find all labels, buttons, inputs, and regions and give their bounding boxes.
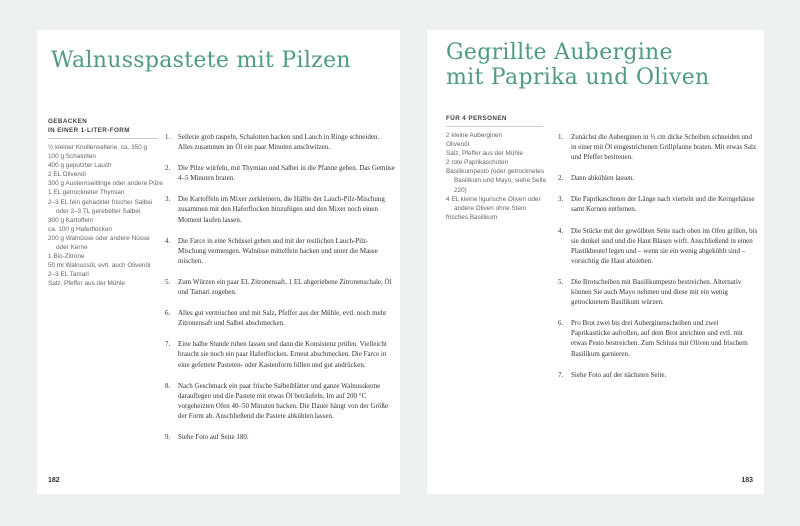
ingredient-item: Basilikumpesto (oder getrocknetes Basilikum und Mayo, siehe Seite 220) — [446, 168, 547, 194]
ingredient-item: 100 g Schalotten — [48, 153, 96, 161]
yield-label — [48, 117, 158, 139]
instruction-step — [165, 381, 395, 421]
step-number: 6. — [165, 309, 171, 318]
step-text: Die Brotscheiben mit Basilikumpesto bestreichen. Alternativ können Sie auch Mayo nehmen und diese mit ein wenig getrocknetem Basilikum würzen. — [571, 277, 742, 307]
ingredient-item: 2 EL Olivenöl — [48, 171, 86, 179]
step-number: 4. — [165, 236, 171, 245]
ingredient-item: Olivenöl — [446, 141, 470, 149]
ingredient-item: 300 g Kartoffeln — [48, 216, 94, 224]
title-line: Gegrillte Aubergine — [446, 40, 673, 65]
step-number: 5. — [165, 277, 171, 286]
step-number: 2. — [558, 174, 564, 183]
step-number: 5. — [558, 277, 564, 286]
instruction-list — [165, 132, 395, 453]
instruction-step — [558, 132, 758, 162]
instruction-step — [165, 277, 395, 297]
step-number: 3. — [165, 195, 171, 204]
instruction-step — [165, 432, 395, 442]
ingredient-item: 2 kleine Auberginen — [446, 132, 503, 139]
step-number: 7. — [165, 340, 171, 349]
step-text: Siehe Foto auf der nächsten Seite. — [571, 370, 667, 379]
step-text: Sellerie grob raspeln, Schalotten hacken und Lauch in Ringe schneiden. Alles zusammen im Öl ein paar Minuten anschwitzen. — [178, 133, 380, 152]
instruction-step — [558, 194, 758, 214]
instruction-step — [558, 370, 758, 380]
ingredient-item: 1 EL getrockneter Thymian — [48, 189, 125, 197]
right-page — [427, 30, 764, 494]
ingredient-item: frisches Basilikum — [446, 213, 498, 221]
step-text: Die Paprikaschoten der Länge nach vierteln und die Kerngehäuse samt Kernen entfernen. — [571, 195, 755, 214]
step-text: Alles gut vermischen und mit Salz, Pfeffer aus der Mühle, evtl. noch mehr Zitronensaft und Salbei abschmecken. — [178, 309, 387, 328]
ingredient-item: 2–3 EL fein gehackter frischer Salbei oder 2–3 TL gerebelter Salbei — [48, 198, 153, 215]
step-number: 4. — [558, 226, 564, 235]
step-number: 1. — [558, 133, 564, 141]
instruction-step — [558, 277, 758, 307]
recipe-title — [446, 40, 709, 90]
step-text: Nach Geschmack ein paar frische Salbeiblätter und ganze Walnusskerne darauflegen und die Pastete mit etwas Öl beträufeln. Im auf 200 °C vorgeheizten Ofen 40–50 Minuten backen. Die Dauer hängt von der Größe der Form ab. Anschließend die Pastete abkühlen lassen. — [178, 381, 388, 420]
step-number: 2. — [165, 164, 171, 173]
ingredient-item: 2 rote Paprikaschoten — [446, 159, 509, 167]
ingredient-list — [446, 131, 551, 222]
yield-label: FÜR 4 PERSONEN — [446, 114, 543, 127]
ingredient-list — [48, 143, 163, 289]
instruction-step — [165, 339, 395, 369]
step-number: 1. — [165, 133, 171, 141]
step-text: Die Pilze würfeln, mit Thymian und Salbei in die Pfanne geben. Das Gemüse 4–5 Minuten braten. — [178, 164, 395, 183]
instruction-list — [558, 132, 758, 391]
step-text: Zunächst die Auberginen in ½ cm dicke Scheiben schneiden und in einer mit Öl eingestrichenen Grillpfanne braten. Mit etwas Salz und Pfeffer bestreuen. — [571, 133, 757, 162]
step-text: Die Stücke mit der gewölbten Seite nach oben im Ofen grillen, bis sie dunkel sind und die Haut Blasen wirft. Anschließend in einen Plastikbeutel legen und – wenn sie ein wenig abgekühlt sind – vorsichtig die Haut abziehen. — [571, 226, 758, 265]
yield-line: GEBACKEN — [48, 118, 88, 125]
instruction-step — [558, 226, 758, 266]
step-text: Eine halbe Stunde ruhen lassen und dann die Konsistenz prüfen. Vielleicht braucht sie noch ein paar Haferflocken. Erneut abschmecken. Die Farce in eine gefettete Pasteten- oder Kastenform füllen und gut andrücken. — [178, 340, 387, 369]
ingredient-item: 200 g Walnüsse oder andere Nüsse oder Kerne — [48, 234, 150, 252]
yield-line: IN EINER 1-LITER-FORM — [48, 127, 130, 134]
instruction-step — [165, 236, 395, 266]
ingredient-item: 1 Bio-Zitrone — [48, 253, 85, 261]
step-text: Dann abkühlen lassen. — [571, 174, 635, 183]
step-number: 9. — [165, 432, 171, 441]
instruction-step — [165, 163, 395, 183]
left-page — [37, 30, 400, 494]
recipe-title: Walnusspastete mit Pilzen — [51, 48, 351, 73]
step-text: Die Farce in eine Schüssel geben und mit der restlichen Lauch-Pilz-Mischung vermengen. Walnüsse mittelfein hacken und unter die Masse mischen. — [178, 236, 378, 265]
title-line: mit Paprika und Oliven — [446, 65, 710, 90]
step-number: 6. — [558, 319, 564, 328]
instruction-step — [558, 318, 758, 358]
instruction-step — [165, 194, 395, 224]
instruction-step — [558, 173, 758, 183]
ingredient-item: 4 EL kleine ligurische Oliven oder andere Oliven ohne Stein — [446, 195, 541, 212]
ingredient-item: 300 g Austernseitlinge oder andere Pilze — [48, 180, 163, 188]
step-number: 3. — [558, 195, 564, 204]
step-text: Pro Brot zwei bis drei Auberginenscheiben und zwei Paprikastücke aufrollen, auf dem Brot anrichten und evtl. mit etwas Pesto bestreichen. Zum Schluss mit Oliven und frischem Basilikum garnieren. — [571, 319, 748, 358]
step-number: 7. — [558, 370, 564, 379]
ingredient-item: 50 ml Walnussöl, evtl. auch Olivenöl — [48, 262, 151, 270]
ingredient-item: 400 g geputzter Lauch — [48, 162, 112, 170]
instruction-step — [165, 132, 395, 152]
step-text: Zum Würzen ein paar EL Zitronensaft, 1 EL abgeriebene Zitronenschale, Öl und Tamari zugeben. — [178, 277, 392, 297]
ingredient-item: 2–3 EL Tamari — [48, 271, 89, 279]
page-number: 182 — [48, 477, 60, 484]
ingredient-item: ½ kleiner Knollensellerie, ca. 350 g — [48, 144, 148, 151]
step-text: Siehe Foto auf Seite 180. — [178, 432, 249, 441]
ingredient-item: Salz, Pfeffer aus der Mühle — [48, 280, 125, 288]
step-number: 8. — [165, 381, 171, 390]
ingredient-item: ca. 100 g Haferflocken — [48, 225, 112, 233]
ingredient-item: Salz, Pfeffer aus der Mühle — [446, 150, 523, 158]
instruction-step — [165, 308, 395, 328]
page-number: 183 — [741, 477, 753, 484]
step-text: Die Kartoffeln im Mixer zerkleinern, die Hälfte der Lauch-Pilz-Mischung zusammen mit den Haferflocken hinzufügen und den Mixer noch einen Moment laufen lassen. — [178, 195, 385, 224]
